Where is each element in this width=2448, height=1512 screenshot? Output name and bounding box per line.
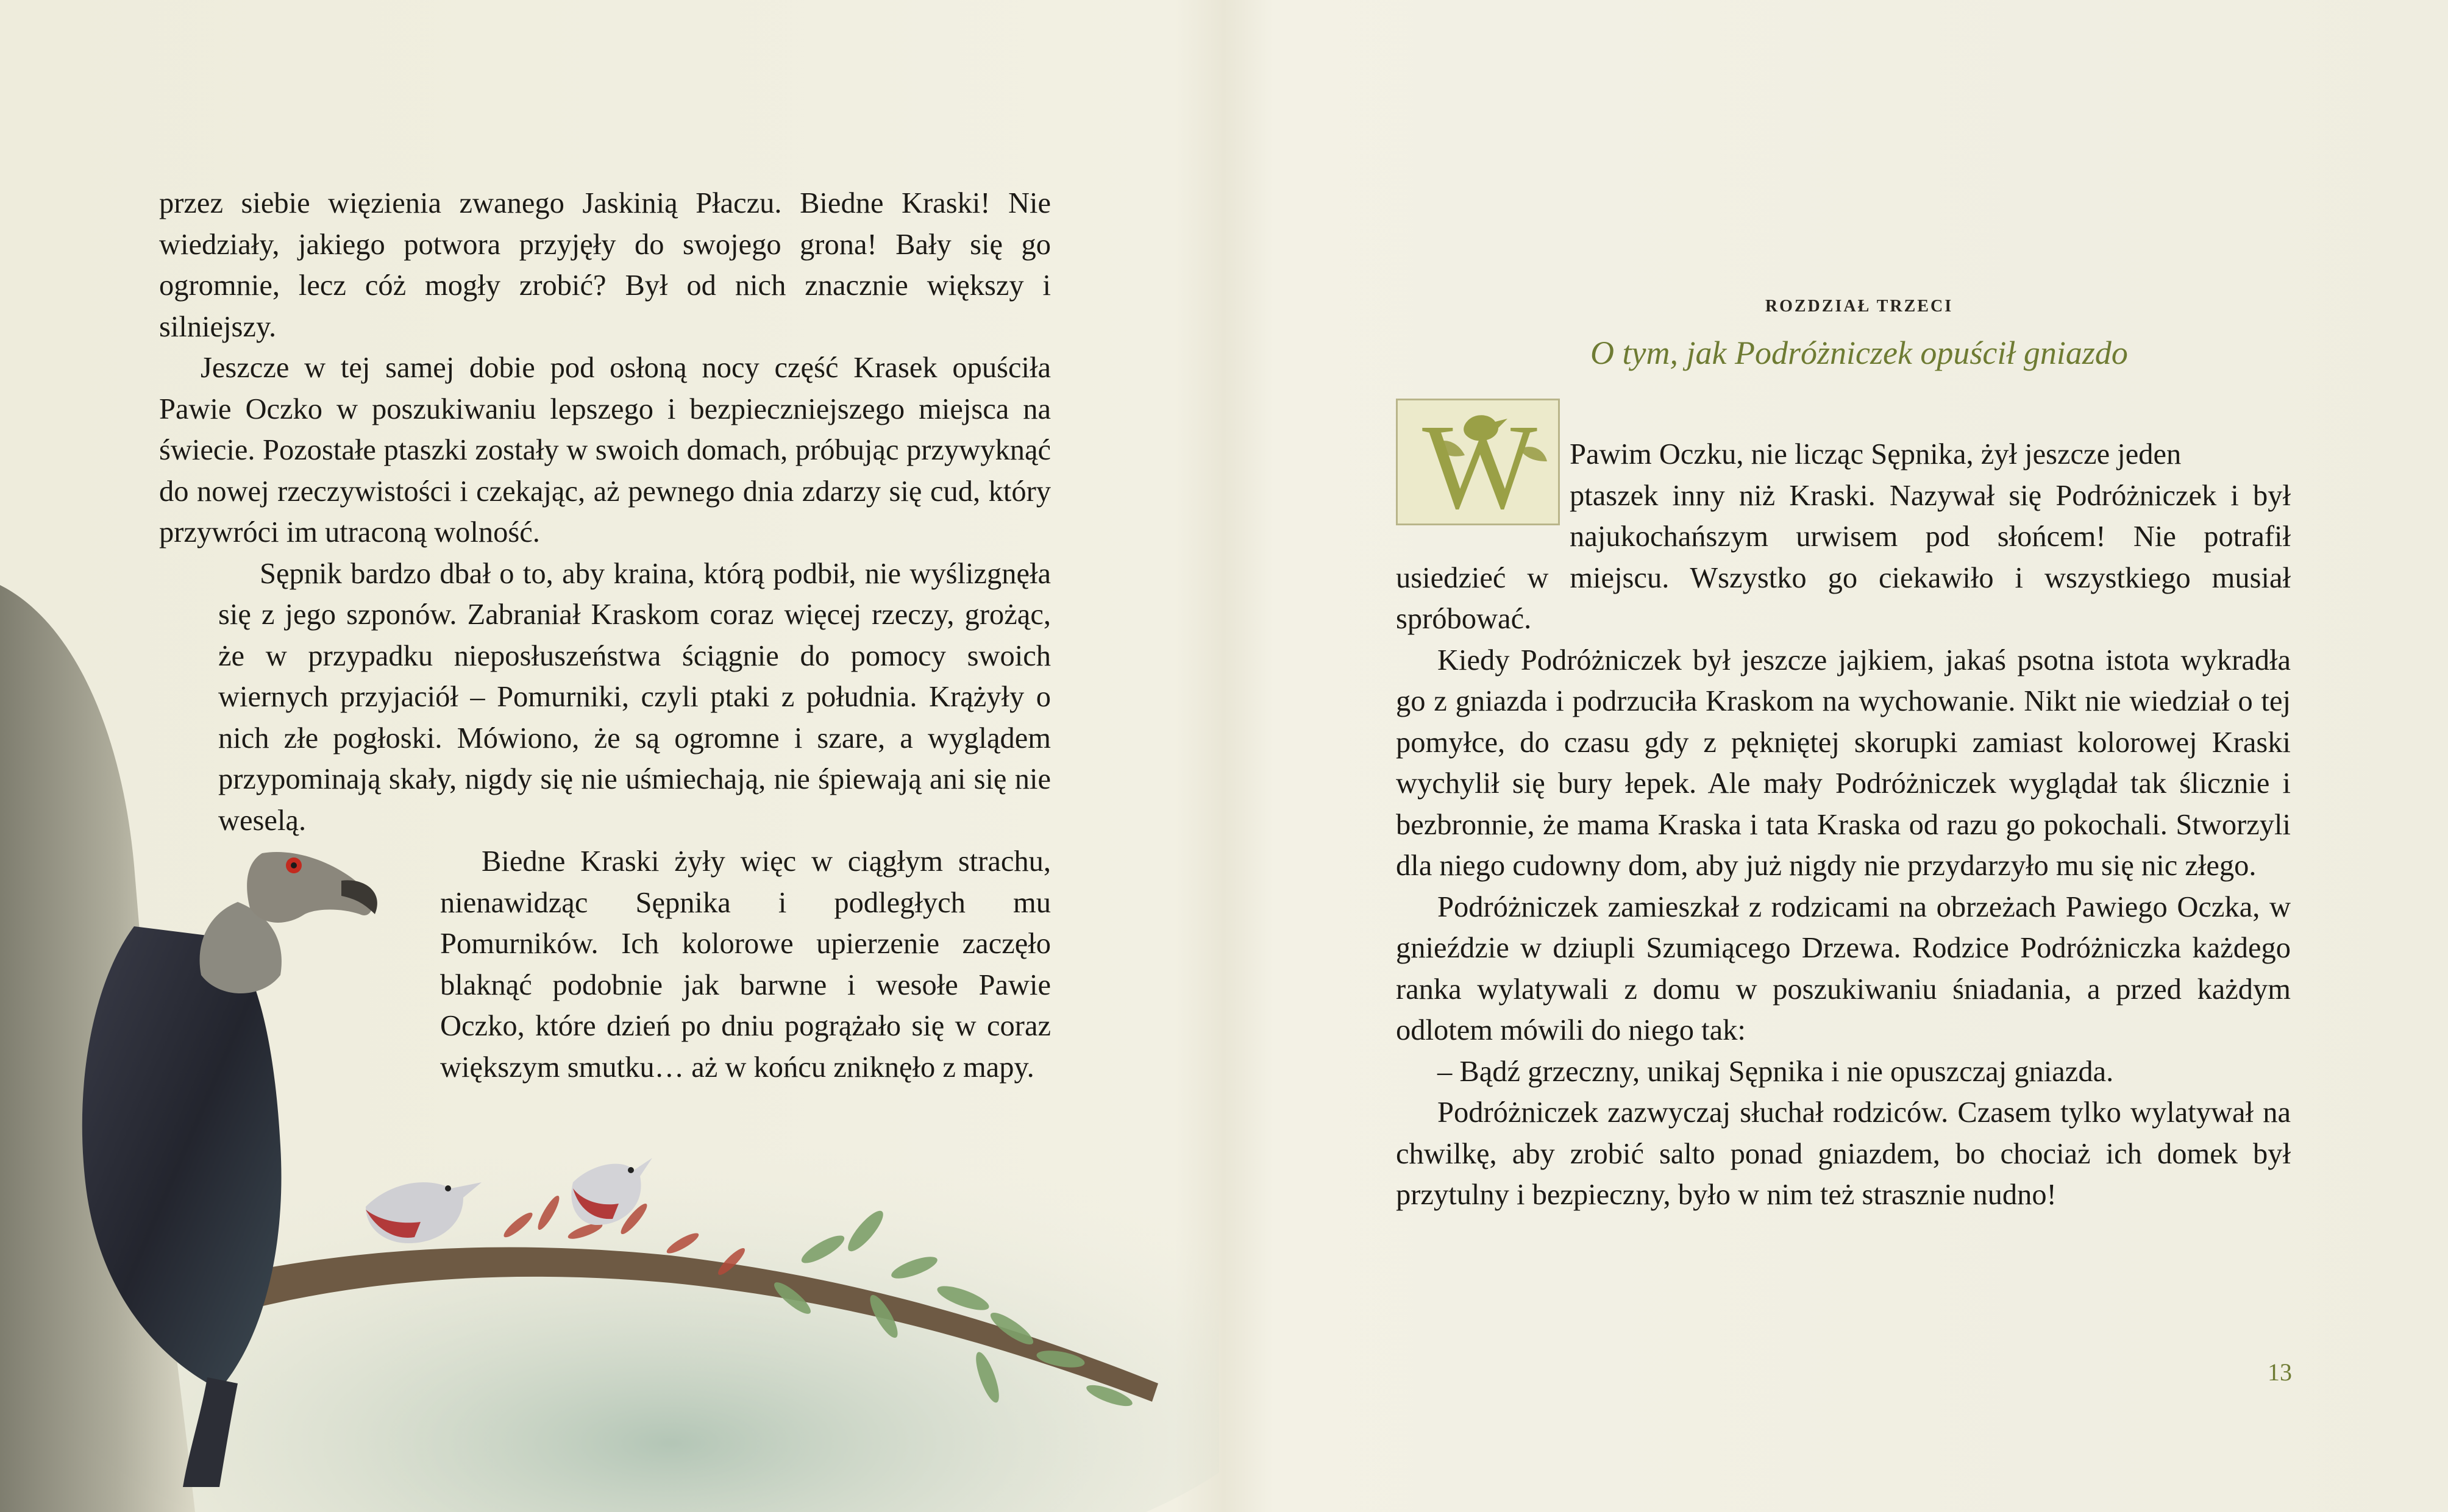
right-paragraph-4: – Bądź grzeczny, unikaj Sępnika i nie opuszczaj gniazda.: [1437, 1055, 2114, 1088]
right-paragraph-5: Podróżniczek zazwyczaj słuchał rodziców. Czasem tylko wylatywał na chwilkę, aby zrobić salto ponad gniazdem, bo chociaż ich domek był przytulny i bezpieczny, było w nim też strasznie nudno!: [1396, 1096, 2291, 1211]
left-paragraph-4: Biedne Kraski żyły więc w ciągłym strachu, nienawidząc Sępnika i podległych mu Pomurników. Ich kolorowe upierzenie zaczęło blaknąć podobnie jak barwne i wesołe Pawie Oczko, które dzień po dniu pogrążało się w coraz większym smutku… aż w końcu zniknęło z mapy.: [440, 845, 1051, 1084]
page-number: 13: [2268, 1358, 2292, 1386]
right-page-text: [1396, 434, 2291, 1216]
right-paragraph-1: [1396, 434, 2291, 640]
right-paragraph-2: Kiedy Podróżniczek był jeszcze jajkiem, jakaś psotna istota wykradła go z gniazda i podrzuciła Kraskom na wychowanie. Nikt nie wiedział o tej pomyłce, do czasu gdy z pękniętej skorupki zamiast kolorowej Kraski wychylił się bury łepek. Ale mały Podróżniczek wyglądał tak ślicznie i bezbronnie, że mama Kraska i tata Kraska od razu go pokochali. Stworzyli dla niego cudowny dom, aby już nigdy nie przydarzyło mu się nic złego.: [1396, 644, 2291, 882]
right-paragraph-1-wrapped: ptaszek inny niż Kraski. Nazywał się Podróżniczek i był najukochańszym urwisem pod słońcem! Nie potrafił usiedzieć w miejscu. Wszystko go ciekawiło i wszystkiego musiał spróbować.: [1396, 479, 2291, 635]
left-page-text: [159, 183, 1051, 1088]
drop-cap-letter: W: [1422, 400, 1537, 534]
left-paragraph-1: przez siebie więzienia zwanego Jaskinią Płaczu. Biedne Kraski! Nie wiedziały, jakiego potwora przyjęły do swojego grona! Bały się go ogromnie, lecz cóż mogły zrobić? Był od nich znacznie większy i silniejszy.: [159, 187, 1051, 343]
chapter-label: ROZDZIAŁ TRZECI: [1765, 297, 1954, 316]
right-paragraph-3: Podróżniczek zamieszkał z rodzicami na obrzeżach Pawiego Oczka, w gnieździe w dziupli Szumiącego Drzewa. Rodzice Podróżniczka każdego ranka wylatywali z domu w poszukiwaniu śniadania, a przed każdym odlotem mówili do niego tak:: [1396, 890, 2291, 1046]
right-paragraph-1-rest: [1396, 475, 2291, 640]
right-paragraph-1-line-1: Pawim Oczku, nie licząc Sępnika, żył jeszcze jeden: [1570, 438, 2182, 470]
left-paragraph-3: Sępnik bardzo dbał o to, aby kraina, którą podbił, nie wyślizgnęła się z jego szponów. Zabraniał Kraskom coraz więcej rzeczy, grożąc, że w przypadku nieposłuszeństwa ściągnie do pomocy swoich wiernych przyjaciół – Pomurniki, czyli ptaki z południa. Krążyły o nich złe pogłoski. Mówiono, że są ogromne i szare, a wyglądem przypominają skały, nigdy się nie uśmiechają, nie śpiewają ani się nie weselą.: [218, 557, 1051, 837]
chapter-title: O tym, jak Podróżniczek opuścił gniazdo: [1590, 335, 2128, 371]
left-paragraph-2: Jeszcze w tej samej dobie pod osłoną nocy część Krasek opuściła Pawie Oczko w poszukiwaniu lepszego i bezpieczniejszego miejsca na świecie. Pozostałe ptaszki zostały w swoich domach, próbując przywyknąć do nowej rzeczywistości i czekając, aż pewnego dnia zdarzy się cud, który przywróci im utraconą wolność.: [159, 352, 1051, 548]
